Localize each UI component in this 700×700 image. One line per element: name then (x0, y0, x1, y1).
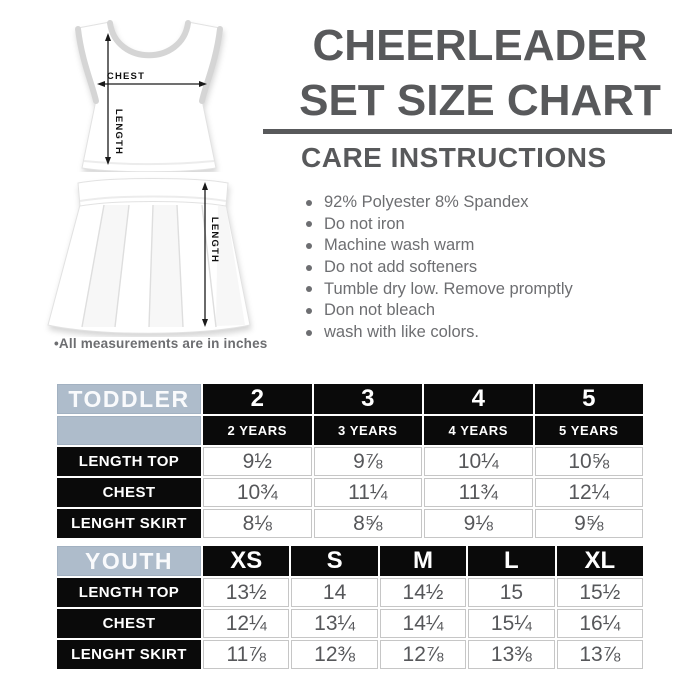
cheer-skirt-illustration (40, 175, 258, 337)
size-value-cell: 13¼ (291, 609, 377, 638)
toddler-measure-row (57, 447, 643, 476)
size-sub-header: 4 YEARS (424, 416, 533, 445)
top-length-label: LENGTH (113, 108, 124, 156)
size-value-cell: 9⅛ (424, 509, 533, 538)
youth-size-table (55, 544, 645, 671)
bullet-icon (306, 330, 312, 336)
row-label-cell: LENGTH TOP (57, 447, 201, 476)
size-col-header: 4 (424, 384, 533, 414)
size-value-cell: 14¼ (380, 609, 466, 638)
care-item-text: wash with like colors. (324, 323, 479, 342)
care-item (306, 324, 676, 342)
page-title-line2: SET SIZE CHART (299, 76, 661, 125)
youth-size-header-row (57, 546, 643, 576)
size-sub-header: 2 YEARS (203, 416, 312, 445)
size-value-cell: 11⅞ (203, 640, 289, 669)
care-item-text: Machine wash warm (324, 236, 475, 255)
row-label-cell: CHEST (57, 478, 201, 507)
care-item-text: Tumble dry low. Remove promptly (324, 279, 573, 298)
row-label-cell: CHEST (57, 609, 201, 638)
size-sub-header: 5 YEARS (535, 416, 644, 445)
care-item (306, 259, 676, 277)
size-sub-header: 3 YEARS (314, 416, 423, 445)
care-item (306, 216, 676, 234)
tank-top-shape (78, 22, 220, 172)
size-value-cell: 12¼ (203, 609, 289, 638)
care-item-text: Do not add softeners (324, 258, 478, 277)
care-item (306, 302, 676, 320)
size-value-cell: 9⅝ (535, 509, 644, 538)
size-col-header: XL (557, 546, 643, 576)
size-col-header: M (380, 546, 466, 576)
bullet-icon (306, 221, 312, 227)
care-item-text: Don not bleach (324, 301, 435, 320)
size-value-cell: 14 (291, 578, 377, 607)
size-value-cell: 15½ (557, 578, 643, 607)
row-label-cell: LENGHT SKIRT (57, 640, 201, 669)
care-list (306, 194, 676, 346)
title-divider (263, 129, 672, 134)
cheer-top-illustration (66, 20, 232, 172)
toddler-group-spacer (57, 416, 201, 445)
bullet-icon (306, 308, 312, 314)
size-col-header: 3 (314, 384, 423, 414)
measurements-note: •All measurements are in inches (54, 336, 268, 351)
size-value-cell: 12⅜ (291, 640, 377, 669)
care-item (306, 194, 676, 212)
youth-measure-row (57, 609, 643, 638)
toddler-group-label: TODDLER (57, 384, 201, 414)
care-item (306, 281, 676, 299)
size-value-cell: 11¼ (314, 478, 423, 507)
chest-label: CHEST (106, 71, 146, 82)
size-value-cell: 10¾ (203, 478, 312, 507)
toddler-size-header-row (57, 384, 643, 414)
size-value-cell: 15 (468, 578, 554, 607)
care-instructions-heading: CARE INSTRUCTIONS (301, 142, 607, 173)
skirt-length-label: LENGTH (209, 216, 220, 264)
size-col-header: 5 (535, 384, 644, 414)
size-col-header: XS (203, 546, 289, 576)
youth-measure-row (57, 640, 643, 669)
size-value-cell: 13½ (203, 578, 289, 607)
size-col-header: S (291, 546, 377, 576)
youth-group-label: YOUTH (57, 546, 201, 576)
row-label-cell: LENGTH TOP (57, 578, 201, 607)
care-item-text: Do not iron (324, 214, 405, 233)
youth-measure-row (57, 578, 643, 607)
size-value-cell: 9⅞ (314, 447, 423, 476)
size-col-header: L (468, 546, 554, 576)
toddler-measure-row (57, 478, 643, 507)
row-label-cell: LENGHT SKIRT (57, 509, 201, 538)
care-item-text: 92% Polyester 8% Spandex (324, 193, 529, 211)
size-value-cell: 15¼ (468, 609, 554, 638)
size-col-header: 2 (203, 384, 312, 414)
size-value-cell: 8⅛ (203, 509, 312, 538)
toddler-size-table (55, 382, 645, 540)
page-title (272, 18, 688, 128)
page-title-line1: CHEERLEADER (312, 21, 648, 70)
size-value-cell: 11¾ (424, 478, 533, 507)
bullet-icon (306, 200, 312, 206)
size-value-cell: 13⅜ (468, 640, 554, 669)
bullet-icon (306, 265, 312, 271)
size-value-cell: 16¼ (557, 609, 643, 638)
bullet-icon (306, 286, 312, 292)
toddler-measure-row (57, 509, 643, 538)
care-item (306, 237, 676, 255)
size-value-cell: 12¼ (535, 478, 644, 507)
toddler-size-subheader-row (57, 416, 643, 445)
size-value-cell: 10¼ (424, 447, 533, 476)
size-value-cell: 10⅝ (535, 447, 644, 476)
size-value-cell: 8⅝ (314, 509, 423, 538)
size-value-cell: 13⅞ (557, 640, 643, 669)
bullet-icon (306, 243, 312, 249)
size-value-cell: 14½ (380, 578, 466, 607)
size-value-cell: 12⅞ (380, 640, 466, 669)
size-value-cell: 9½ (203, 447, 312, 476)
